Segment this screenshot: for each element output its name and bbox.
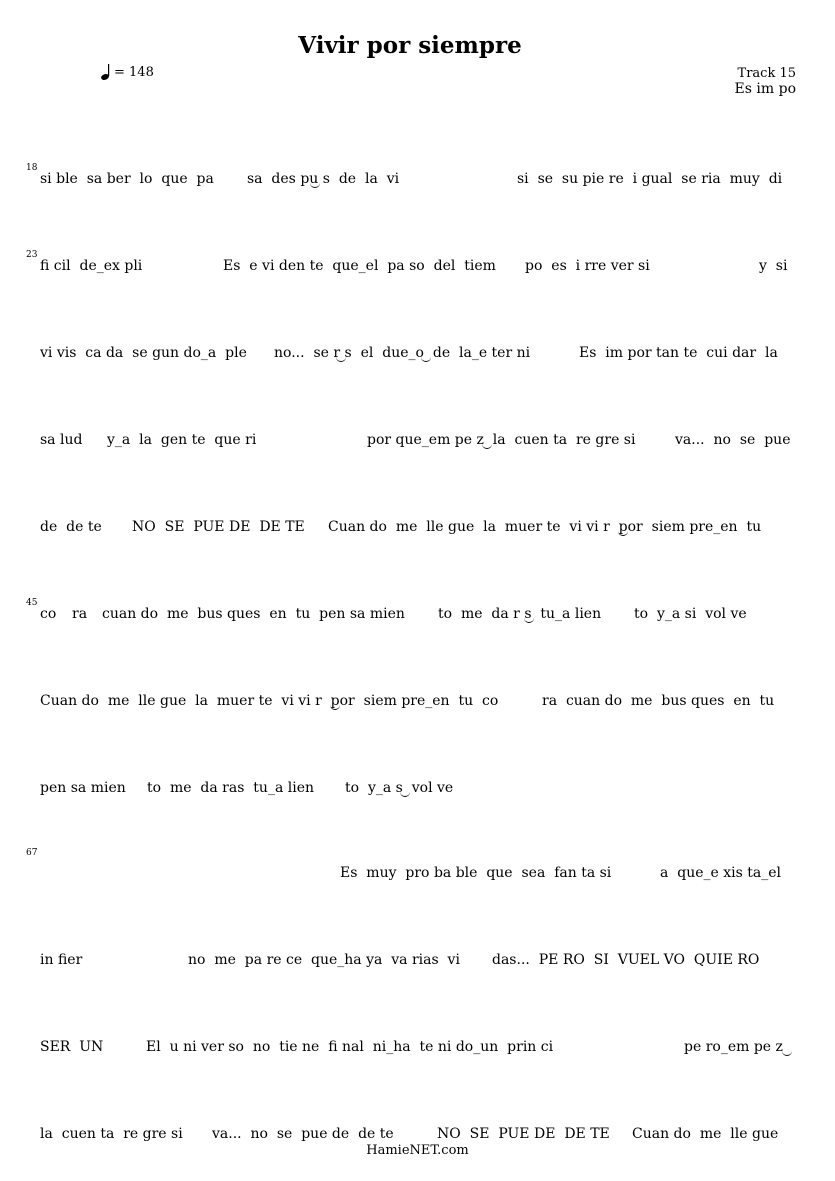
pickup-lyric: Es im po — [734, 81, 796, 97]
lyric-line-7: Cuan do me lle gue la muer te vi vi r por siem pre_en tu co ra cuan do me bus ques en tu — [40, 693, 775, 709]
measure-number: 18 — [26, 163, 38, 173]
tempo-marking — [100, 64, 154, 80]
lyric-line-10: in fier no me pa re ce que_ha ya va rias vi das... PE RO SI VUEL VO QUIE RO — [40, 952, 760, 968]
lyric-line-9: Es muy pro ba ble que sea fan ta si a que_e xis ta_el — [340, 865, 781, 881]
lyric-line-8: pen sa mien to me da ras tu_a lien to y_a s vol ve — [40, 780, 454, 796]
lyric-line-11: SER UN El u ni ver so no tie ne fi nal ni_ha te ni do_un prin ci pe ro_em pe z — [40, 1038, 796, 1058]
lyric-line-6: co ra cuan do me bus ques en tu pen sa mien to me da r s tu_a lien to y_a si vol ve — [40, 606, 747, 622]
footer-credit: HamieNET.com — [366, 1143, 469, 1158]
track-label: Track 15 — [737, 66, 796, 81]
lyric-line-12: la cuen ta re gre si va... no se pue de de te NO SE PUE DE DE TE Cuan do me lle gue — [40, 1126, 779, 1142]
lyric-line-2: fi cil de_ex pli Es e vi den te que_el pa so del tiem po es i rre ver si y si — [40, 258, 788, 274]
measure-number: 67 — [26, 848, 38, 858]
measure-number: 45 — [26, 598, 38, 608]
lyric-line-5: de de te NO SE PUE DE DE TE Cuan do me lle gue la muer te vi vi r por siem pre_en tu — [40, 519, 762, 535]
tempo-value: = 148 — [114, 64, 154, 80]
quarter-note-icon — [100, 64, 114, 80]
measure-number: 23 — [26, 250, 38, 260]
lyric-line-4: sa lud y_a la gen te que ri por que_em pe z la cuen ta re gre si va... no se pue — [40, 432, 791, 448]
song-title: Vivir por siempre — [298, 32, 522, 59]
lyric-line-3: vi vis ca da se gun do_a ple no... se r s el due_o de la_e ter ni Es im por tan te cui dar la — [40, 345, 778, 361]
lyric-line-1: si ble sa ber lo que pa sa des pu s de la vi si se su pie re i gual se ria muy di — [40, 171, 783, 187]
